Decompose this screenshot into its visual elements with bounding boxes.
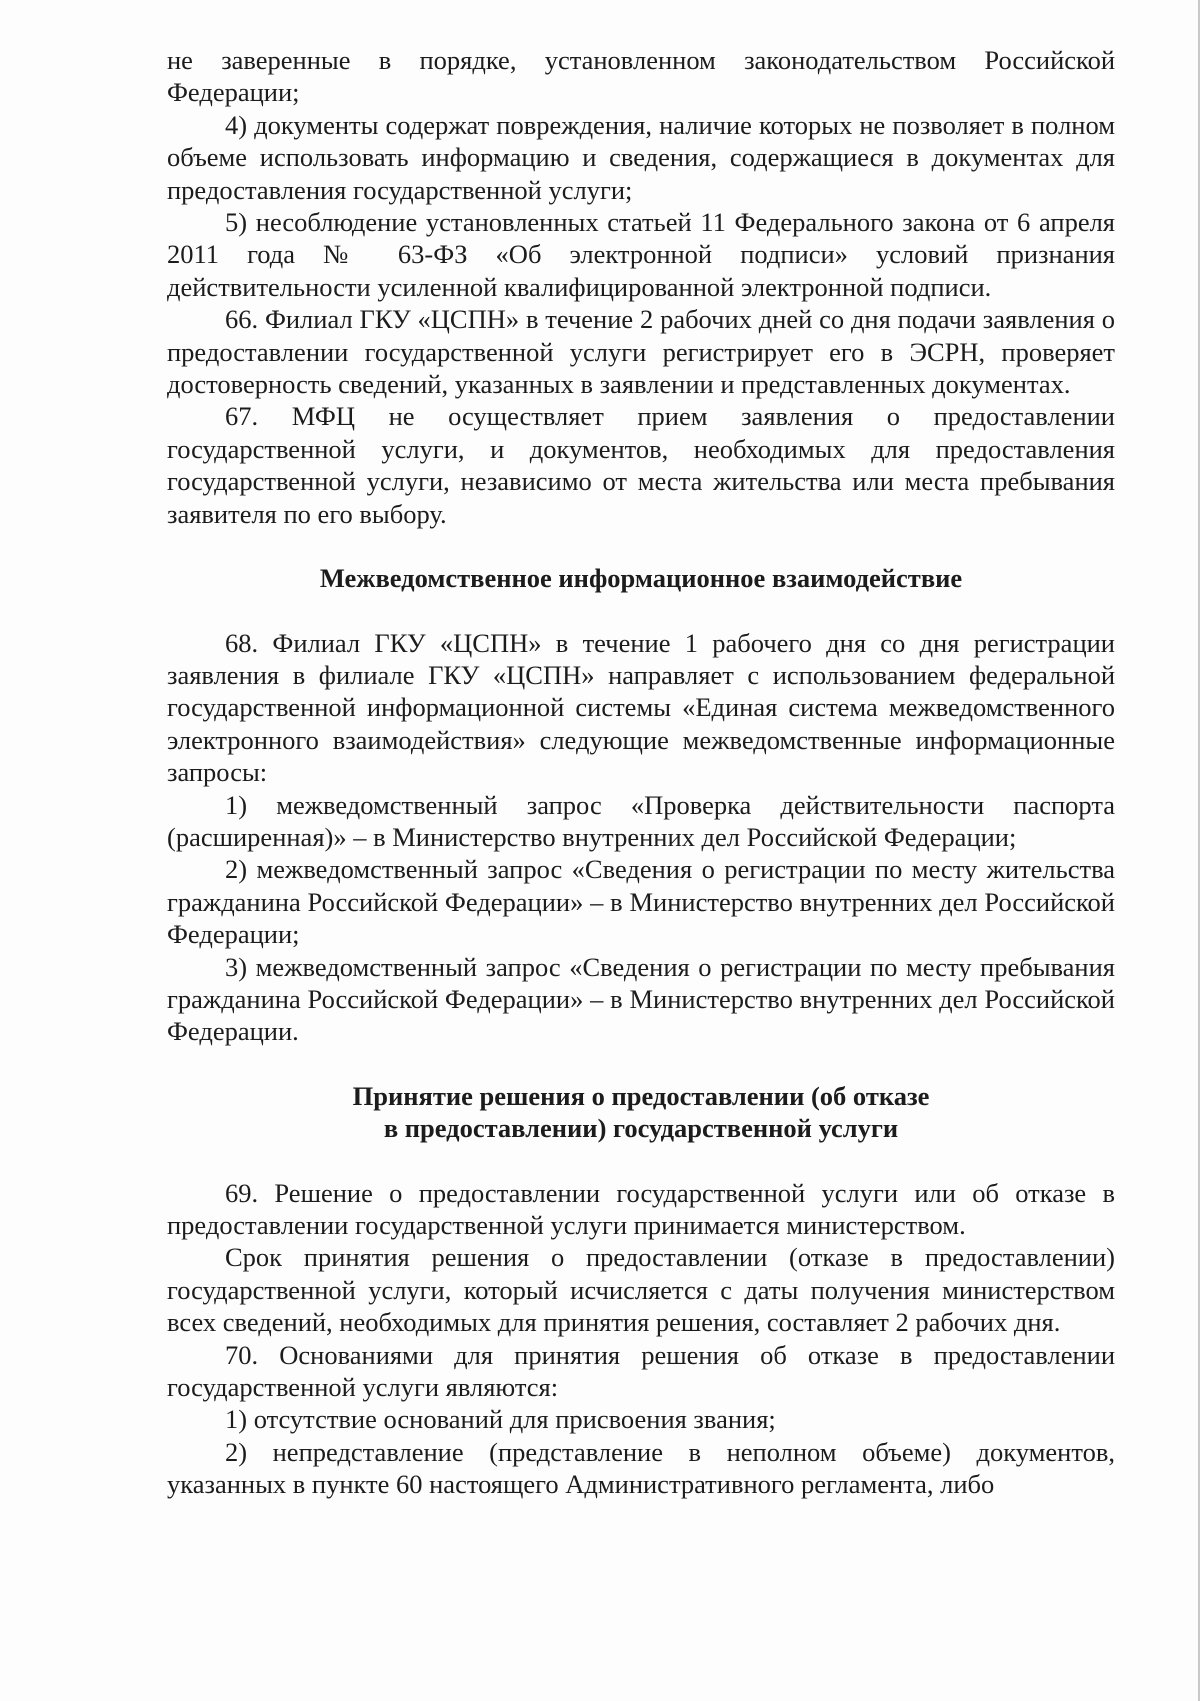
section-heading-decision-line-1: Принятие решения о предоставлении (об отказе <box>352 1080 930 1111</box>
spacer <box>167 1145 1115 1177</box>
section-heading-decision-line-2: в предоставлении) государственной услуги <box>383 1113 899 1144</box>
paragraph-70-item-1: 1) отсутствие оснований для присвоения звания; <box>225 1404 776 1435</box>
section-heading-interagency: Межведомственное информационное взаимодействие <box>319 563 963 594</box>
paragraph-66: 66. Филиал ГКУ «ЦСПН» в течение 2 рабочих дней со дня подачи заявления о предоставлении государственной услуги регистрирует его в ЭСРН, проверяет достоверность сведений, указанных в заявлении и представленных документах. <box>167 304 1115 400</box>
paragraph-68-item-3: 3) межведомственный запрос «Сведения о регистрации по месту пребывания гражданина Российской Федерации» – в Министерство внутренних дел Российской Федерации. <box>167 951 1115 1047</box>
paragraph-69-term: Срок принятия решения о предоставлении (отказе в предоставлении) государственной услуги, который исчисляется с даты получения министерством всех сведений, необходимых для принятия решения, составляет 2 рабочих дня. <box>167 1242 1115 1338</box>
paragraph-69: 69. Решение о предоставлении государственной услуги или об отказе в предоставлении государственной услуги принимается министерством. <box>167 1177 1115 1240</box>
paragraph-68-item-1: 1) межведомственный запрос «Проверка действительности паспорта (расширенная)» – в Министерство внутренних дел Российской Федерации; <box>167 789 1115 852</box>
document-body <box>167 44 1115 1501</box>
paragraph-item-5: 5) несоблюдение установленных статьей 11 Федерального закона от 6 апреля 2011 года № 63-ФЗ «Об электронной подписи» условий признания действительности усиленной квалифицированной электронной подписи. <box>167 207 1115 302</box>
spacer <box>167 1048 1115 1080</box>
paragraph-68-item-2: 2) межведомственный запрос «Сведения о регистрации по месту жительства гражданина Российской Федерации» – в Министерство внутренних дел Российской Федерации; <box>167 854 1115 950</box>
paragraph-70-item-2: 2) непредставление (представление в неполном объеме) документов, указанных в пункте 60 настоящего Административного регламента, либо <box>167 1436 1115 1500</box>
spacer <box>167 530 1115 562</box>
paragraph-68: 68. Филиал ГКУ «ЦСПН» в течение 1 рабочего дня со дня регистрации заявления в филиале ГКУ «ЦСПН» направляет с использованием федеральной государственной информационной системы «Единая система межведомственного электронного взаимодействия» следующие межведомственные информационные запросы: <box>167 627 1115 788</box>
paragraph-item-4: 4) документы содержат повреждения, наличие которых не позволяет в полном объеме использовать информацию и сведения, содержащиеся в документах для предоставления государственной услуги; <box>167 109 1115 205</box>
spacer <box>167 595 1115 627</box>
paragraph-continuation: не заверенные в порядке, установленном законодательством Российской Федерации; <box>167 45 1115 108</box>
paragraph-67: 67. МФЦ не осуществляет прием заявления о предоставлении государственной услуги, и документов, необходимых для предоставления государственной услуги, независимо от места жительства или места пребывания заявителя по его выбору. <box>167 401 1115 529</box>
paragraph-70: 70. Основаниями для принятия решения об отказе в предоставлении государственной услуги являются: <box>167 1339 1115 1403</box>
